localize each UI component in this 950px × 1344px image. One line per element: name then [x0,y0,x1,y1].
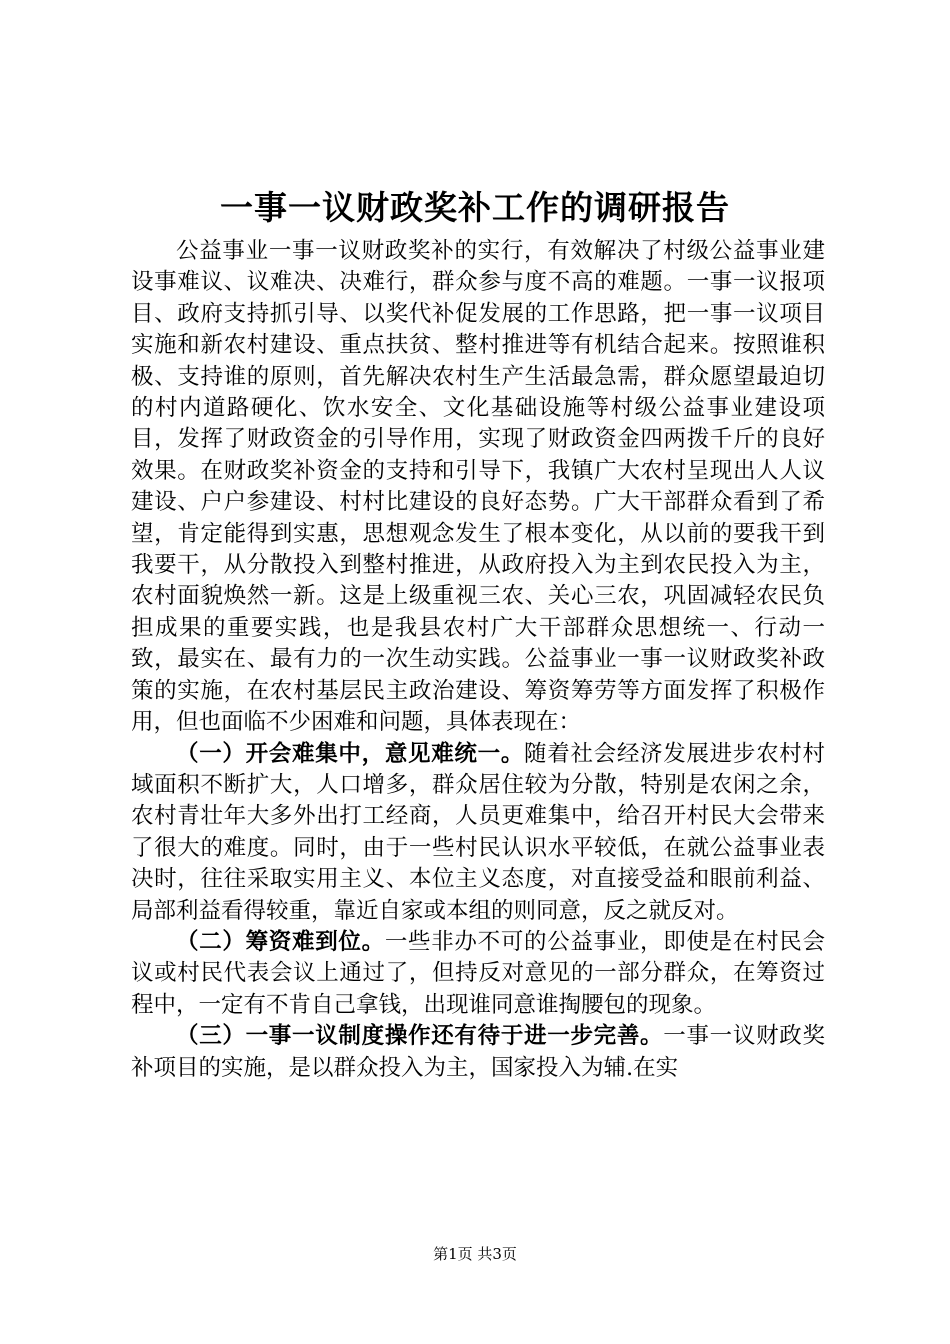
paragraph-issue-1 [131,739,825,927]
paragraph-issue-3 [131,1021,825,1084]
paragraph-heading: （一）开会难集中，意见难统一。 [176,740,525,767]
paragraph-text: 随着社会经济发展进步农村村域面积不断扩大，人口增多，群众居住较为分散，特别是农闲之余，农村青壮年大多外出打工经商，人员更难集中，给召开村民大会带来了很大的难度。同时，由于一些村民认识水平较低，在就公益事业表决时，往往采取实用主义、本位主义态度，对直接受益和眼前利益、局部利益看得较重，靠近自家或本组的则同意，反之就反对。 [131,740,825,924]
paragraph-text: 一事一议财政奖补项目的实施，是以群众投入为主，国家投入为辅.在实 [131,1023,825,1081]
document-body [131,236,825,1084]
paragraph-heading: （三）一事一议制度操作还有待于进一步完善。 [176,1023,664,1050]
page-number-footer: 第1页 共3页 [433,1245,517,1263]
paragraph-text: 公益事业一事一议财政奖补的实行，有效解决了村级公益事业建设事难议、议难决、决难行，群众参与度不高的难题。一事一议报项目、政府支持抓引导、以奖代补促发展的工作思路，把一事一议项目实施和新农村建设、重点扶贫、整村推进等有机结合起来。按照谁积极、支持谁的原则，首先解决农村生产生活最急需，群众愿望最迫切的村内道路硬化、饮水安全、文化基础设施等村级公益事业建设项目，发挥了财政资金的引导作用，实现了财政资金四两拨千斤的良好效果。在财政奖补资金的支持和引导下，我镇广大农村呈现出人人议建设、户户参建设、村村比建设的良好态势。广大干部群众看到了希望，肯定能得到实惠，思想观念发生了根本变化，从以前的要我干到我要干，从分散投入到整村推进，从政府投入为主到农民投入为主，农村面貌焕然一新。这是上级重视三农、关心三农，巩固减轻农民负担成果的重要实践，也是我县农村广大干部群众思想统一、行动一致，最实在、最有力的一次生动实践。公益事业一事一议财政奖补政策的实施，在农村基层民主政治建设、筹资筹劳等方面发挥了积极作用，但也面临不少困难和问题，具体表现在： [131,238,825,736]
paragraph-text: 一些非办不可的公益事业，即使是在村民会议或村民代表会议上通过了，但持反对意见的一部分群众，在筹资过程中，一定有不肯自己拿钱，出现谁同意谁掏腰包的现象。 [131,928,825,1018]
paragraph-issue-2 [131,927,825,1021]
document-title: 一事一议财政奖补工作的调研报告 [220,188,730,227]
paragraph-heading: （二）筹资难到位。 [176,928,385,955]
paragraph-intro [131,236,825,739]
